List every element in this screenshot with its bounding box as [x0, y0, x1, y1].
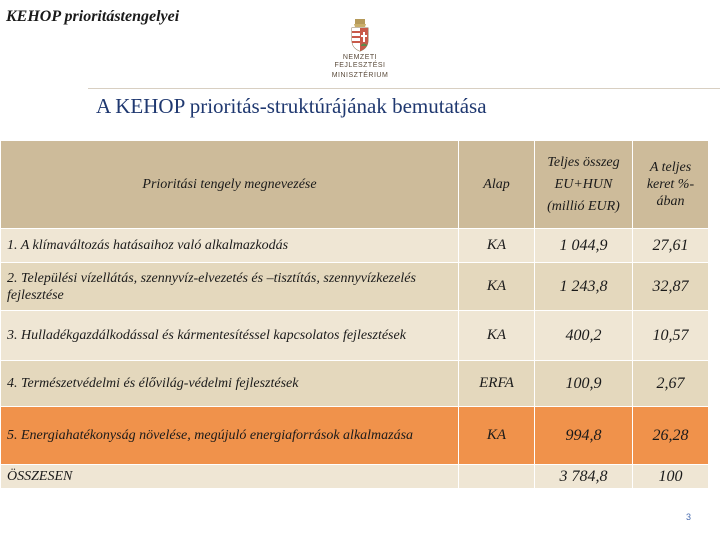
table-row [1, 311, 709, 361]
row-total: 1 044,9 [535, 229, 633, 263]
logo-text-line1: NEMZETI FEJLESZTÉSI [334, 54, 386, 69]
row-share: 2,67 [633, 361, 709, 407]
page-title: A KEHOP prioritás-struktúrájának bemutatása [96, 94, 487, 118]
column-header-total: Teljes összeg EU+HUN (millió EUR) [535, 141, 633, 229]
total-share: 100 [633, 465, 709, 489]
table-row [1, 229, 709, 263]
row-share: 10,57 [633, 311, 709, 361]
section-label: KEHOP prioritástengelyei [6, 8, 180, 25]
table-total-row [1, 465, 709, 489]
row-name: 5. Energiahatékonyság növelése, megújuló energiaforrások alkalmazása [1, 407, 459, 465]
row-total: 1 243,8 [535, 263, 633, 311]
ministry-logo [318, 18, 402, 80]
row-name: 1. A klímaváltozás hatásaihoz való alkalmazkodás [1, 229, 459, 263]
column-header-share: A teljes keret %- ában [633, 141, 709, 229]
row-name: 4. Természetvédelmi és élővilág-védelmi fejlesztések [1, 361, 459, 407]
coat-of-arms-icon [349, 18, 371, 52]
row-name: 2. Települési vízellátás, szennyvíz-elvezetés és –tisztítás, szennyvízkezelés fejlesztése [1, 263, 459, 311]
row-total: 400,2 [535, 311, 633, 361]
row-alap: KA [459, 263, 535, 311]
column-header-name: Prioritási tengely megnevezése [1, 141, 459, 229]
table-row-highlighted [1, 407, 709, 465]
row-total: 994,8 [535, 407, 633, 465]
table-row [1, 361, 709, 407]
table-header-row [1, 141, 709, 229]
row-alap: KA [459, 407, 535, 465]
total-sum: 3 784,8 [535, 465, 633, 489]
row-name: 3. Hulladékgazdálkodással és kármentesítéssel kapcsolatos fejlesztések [1, 311, 459, 361]
row-share: 27,61 [633, 229, 709, 263]
row-share: 26,28 [633, 407, 709, 465]
total-label: ÖSSZESEN [1, 465, 459, 489]
divider-line [88, 88, 720, 89]
logo-text-line2: MINISZTÉRIUM [331, 72, 389, 79]
row-total: 100,9 [535, 361, 633, 407]
column-header-alap: Alap [459, 141, 535, 229]
row-alap: ERFA [459, 361, 535, 407]
total-alap [459, 465, 535, 489]
row-alap: KA [459, 229, 535, 263]
row-alap: KA [459, 311, 535, 361]
priority-table [0, 140, 709, 489]
page-number: 3 [686, 512, 692, 522]
row-share: 32,87 [633, 263, 709, 311]
table-row [1, 263, 709, 311]
